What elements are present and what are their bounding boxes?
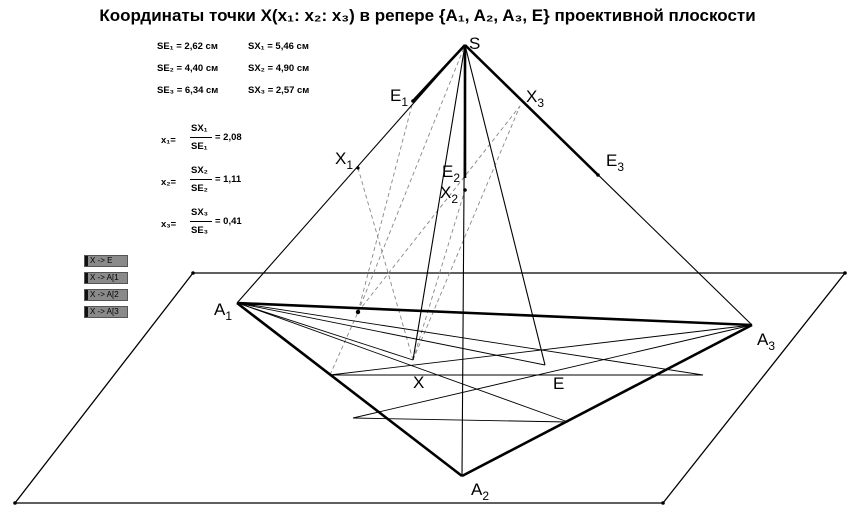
- fraction-bar: [190, 137, 212, 138]
- se-measurements: [157, 36, 218, 102]
- ratio-lhs: x₁=: [161, 135, 176, 146]
- ratio-lhs: x₃=: [161, 219, 177, 230]
- x-to-a3-button[interactable]: X -> A[3: [84, 306, 128, 318]
- se-3: SE₃ = 6,34 см: [157, 85, 219, 96]
- se-2: SE₂ = 4,40 см: [157, 63, 219, 74]
- ratio-denominator: SE₃: [191, 225, 209, 236]
- label-E3: $E_3$: [606, 151, 625, 174]
- label-A3: $A_3$: [757, 330, 776, 353]
- label-E1: $E_1$: [390, 86, 409, 109]
- sx-3: SX₃ = 2,57 см: [248, 85, 310, 96]
- label-X3: $X_3$: [526, 87, 545, 110]
- dashed-projection-lines: [330, 45, 520, 375]
- ratio-result: = 0,41: [215, 216, 242, 227]
- sx-1: SX₁ = 5,46 см: [248, 41, 309, 52]
- label-X2: $X_2$: [440, 183, 459, 206]
- ratio-result: = 2,08: [215, 132, 242, 143]
- label-A2: $A_2$: [471, 480, 490, 503]
- sx-measurements: [248, 36, 309, 102]
- ratio-lhs: x₂=: [161, 177, 177, 188]
- ratio-result: = 1,11: [215, 174, 242, 185]
- label-E2: $E_2$: [442, 162, 461, 185]
- label-X: X: [413, 373, 425, 392]
- sx-2: SX₂ = 4,90 см: [248, 63, 310, 74]
- ratio-denominator: SE₁: [191, 141, 208, 152]
- label-E: E: [553, 374, 565, 393]
- page-title: Координаты точки X(x₁: x₂: x₃) в репере {A₁, A₂, A₃, E} проективной плоскости: [99, 6, 756, 25]
- se-1: SE₁ = 2,62 см: [157, 41, 218, 52]
- pyramid-edges: [237, 45, 752, 476]
- ratio-numerator: SX₃: [191, 207, 209, 218]
- ratio-numerator: SX₁: [191, 123, 208, 134]
- x-to-a2-button[interactable]: X -> A[2: [84, 289, 128, 301]
- label-S: S: [469, 34, 481, 53]
- x-to-a1-button[interactable]: X -> A[1: [84, 272, 128, 284]
- fraction-bar: [190, 179, 212, 180]
- label-A1: $A_1$: [214, 300, 233, 323]
- x-to-e-button[interactable]: X -> E: [84, 255, 128, 267]
- fraction-bar: [190, 221, 212, 222]
- ratio-denominator: SE₂: [191, 183, 208, 194]
- plane-corner-points: [13, 271, 847, 505]
- ratio-numerator: SX₂: [191, 165, 208, 176]
- projective-plane: [15, 273, 845, 503]
- marked-points: [356, 99, 600, 314]
- label-X1: $X_1$: [335, 149, 354, 172]
- thick-segments: [237, 45, 752, 476]
